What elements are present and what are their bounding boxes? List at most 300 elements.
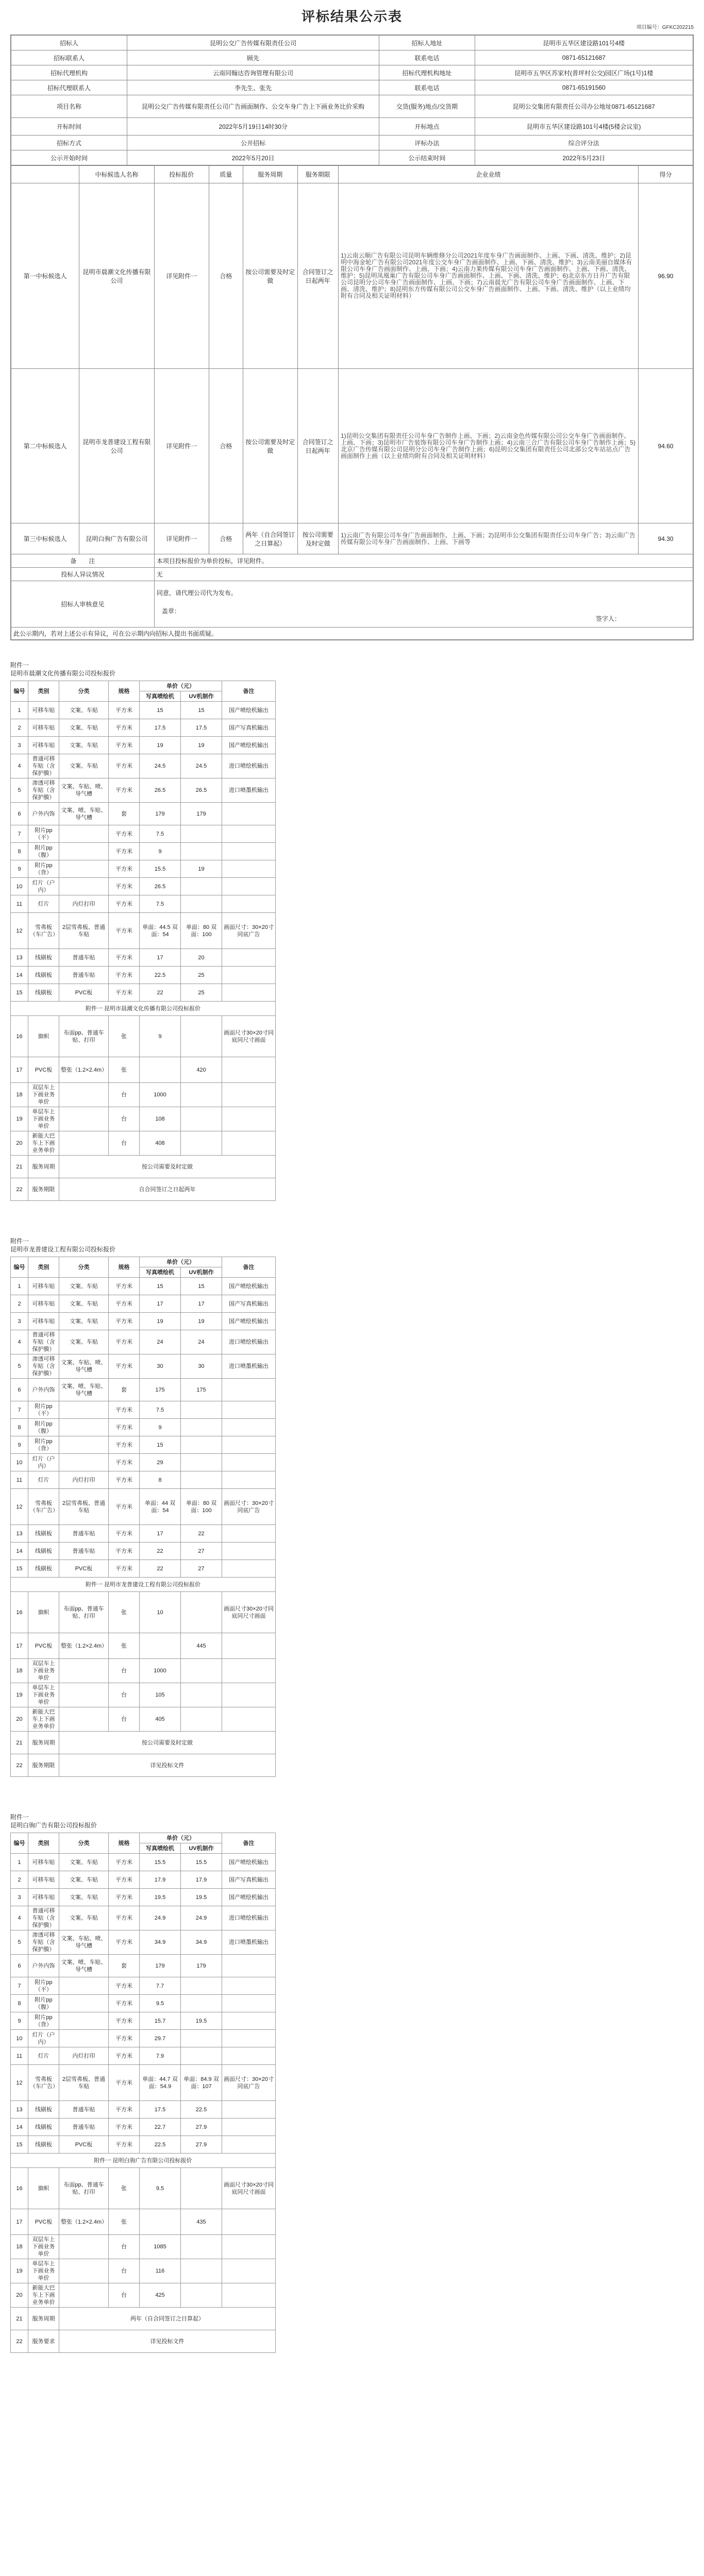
row-price-1: 1000 [140,1083,181,1107]
attachment-label: 附件一 [10,1238,29,1245]
info-row [11,95,693,118]
row-item: 2层雪弗板、普通车贴 [59,1489,109,1525]
row-remark [222,1659,276,1683]
row-unit: 平方米 [109,719,140,737]
row-no: 1 [11,1854,28,1871]
row-item: 普通车贴 [59,1543,109,1560]
candidate-performance: 1)云南广告有限公司车身广告画面制作、上画、下画；2)昆明市公交集团有限责任公司车身广告；3)云南广告传媒有限公司车身广告画面制作、上画、下画等 [338,523,638,554]
row-unit: 台 [109,1083,140,1107]
col-price-1: 写真喷绘机 [140,691,181,702]
quote-row [11,913,276,949]
quote-row [11,1419,276,1436]
candidate-rank: 第二中标候选人 [11,369,79,523]
quote-row [11,1592,276,1633]
row-item: PVC板 [59,2136,109,2154]
quote-row [11,1683,276,1707]
row-category: 渗透可移车贴（含保护膜） [28,1930,59,1955]
row-category: 普通可移车贴（含保护膜） [28,754,59,778]
row-unit: 平方米 [109,1854,140,1871]
row-item [59,1454,109,1471]
row-value: 两年（自合同签订之日算起） [59,2308,276,2330]
row-category: 线刷板 [28,1525,59,1543]
quote-row [11,1379,276,1401]
row-no: 14 [11,967,28,984]
quote-row [11,2030,276,2047]
row-remark [222,2047,276,2065]
row-price-2 [181,878,222,895]
row-category: 可移车贴 [28,737,59,754]
row-category: 服务要求 [28,2330,59,2353]
row-price-2 [181,1083,222,1107]
row-no: 17 [11,1057,28,1083]
row-category: 单层车上下画业务单价 [28,1683,59,1707]
quote-row [11,1955,276,1977]
col-no: 编号 [11,681,28,702]
row-price-2: 22.5 [181,2101,222,2119]
quote-row [11,1906,276,1930]
row-price-1: 108 [140,1107,181,1131]
row-remark [222,2012,276,2030]
row-price-2: 19 [181,737,222,754]
info-value: 0871-65191560 [475,80,693,95]
row-unit: 平方米 [109,1906,140,1930]
info-value: 2022年5月19日14时30分 [127,118,379,135]
candidate-price: 详见附件一 [154,183,209,369]
row-remark [222,860,276,878]
info-label: 项目名称 [11,95,127,118]
quote-row [11,1083,276,1107]
row-price-2: 17.5 [181,719,222,737]
row-category: 渗透可移车贴（含保护膜） [28,778,59,803]
row-no: 5 [11,778,28,803]
candidate-header: 质量 [209,166,243,183]
row-no: 3 [11,1889,28,1906]
quote-header-row [11,1257,276,1267]
col-unit: 规格 [109,1257,140,1278]
row-unit: 平方米 [109,702,140,719]
row-item [59,1401,109,1419]
footer-row [11,628,693,640]
row-unit: 平方米 [109,967,140,984]
row-item [59,1707,109,1732]
row-category: 可移车贴 [28,702,59,719]
row-price-2: 单面：80 双面：100 [181,913,222,949]
note-value: 本项目投标报价为单价投标，详见附件。 [154,554,693,568]
row-no: 18 [11,1083,28,1107]
row-price-2: 17 [181,1295,222,1313]
row-price-2: 445 [181,1633,222,1659]
row-unit: 平方米 [109,1995,140,2012]
row-price-2: 19 [181,860,222,878]
row-price-2 [181,1107,222,1131]
quote-row [11,1525,276,1543]
quote-row [11,1016,276,1057]
col-remark: 备注 [222,681,276,702]
row-price-2: 单面：80 双面：100 [181,1489,222,1525]
confirm-text: 同意，请代理公司代为发布。 [156,589,237,597]
row-price-2: 24 [181,1330,222,1354]
row-price-1 [140,2209,181,2235]
row-category: 单层车上下画业务单价 [28,2259,59,2283]
quote-subheading: 附件一 昆明白驹广告有限公司投标报价 [11,2154,276,2168]
candidate-score: 94.60 [639,369,693,523]
row-unit: 平方米 [109,878,140,895]
quote-heading [10,1813,704,1829]
row-category: 服务期限 [28,1754,59,1777]
row-unit: 平方米 [109,1278,140,1295]
candidate-row [11,369,693,523]
row-remark [222,1471,276,1489]
row-price-1: 24.5 [140,754,181,778]
info-label: 联系电话 [379,50,475,65]
row-category: 新能大巴车上下画业务单价 [28,1707,59,1732]
row-unit: 平方米 [109,754,140,778]
row-category: 灯片（户内） [28,2030,59,2047]
row-unit: 平方米 [109,1454,140,1471]
quote-row [11,1659,276,1683]
row-category: 灯片 [28,895,59,913]
row-price-2: 20 [181,949,222,967]
quote-row [11,967,276,984]
row-remark: 进口喷墨机输出 [222,778,276,803]
row-category: 服务周期 [28,2308,59,2330]
candidate-header: 企业业绩 [338,166,638,183]
row-price-1: 425 [140,2283,181,2308]
row-remark [222,1525,276,1543]
quote-row [11,860,276,878]
row-unit: 张 [109,1057,140,1083]
row-no: 2 [11,719,28,737]
row-price-2 [181,1016,222,1057]
row-remark [222,825,276,843]
quote-row [11,702,276,719]
row-category: 普通可移车贴（含保护膜） [28,1906,59,1930]
row-remark: 画面尺寸30×20寸同底同尺寸画面 [222,2168,276,2209]
row-remark [222,949,276,967]
row-item: 内灯打印 [59,2047,109,2065]
row-category: 附片pp（腹） [28,1419,59,1436]
quote-row [11,1330,276,1354]
row-price-1: 15 [140,1278,181,1295]
quote-row [11,1354,276,1379]
candidate-name: 昆明市龙普建设工程有限公司 [79,369,155,523]
row-price-1: 30 [140,1354,181,1379]
row-item: 普通车贴 [59,949,109,967]
row-item: 文案、车贴 [59,702,109,719]
row-no: 5 [11,1930,28,1955]
row-price-2: 34.9 [181,1930,222,1955]
row-price-1: 17.5 [140,2101,181,2119]
row-no: 22 [11,2330,28,2353]
row-category: 可移车贴 [28,1295,59,1313]
row-no: 15 [11,2136,28,2154]
quote-section [0,1237,704,1777]
row-category: 线刷板 [28,1543,59,1560]
row-remark [222,1057,276,1083]
row-unit: 平方米 [109,1889,140,1906]
row-no: 8 [11,1995,28,2012]
candidate-rank: 第一中标候选人 [11,183,79,369]
row-unit: 平方米 [109,949,140,967]
quote-row [11,878,276,895]
col-item: 分类 [59,681,109,702]
row-no: 16 [11,2168,28,2209]
seal-label: 盖章： [161,607,180,615]
candidate-name: 昆明白驹广告有限公司 [79,523,155,554]
quote-heading [10,661,704,677]
row-price-2 [181,1592,222,1633]
col-category: 类别 [28,681,59,702]
info-label: 公示开始时间 [11,150,127,165]
row-price-1: 7.5 [140,895,181,913]
info-value: 昆明公交广告传媒有限责任公司广告画面制作、公交车身广告上下画业务比价采购 [127,95,379,118]
row-no: 3 [11,1313,28,1330]
row-price-1: 22.5 [140,2136,181,2154]
row-item [59,878,109,895]
row-unit: 台 [109,1107,140,1131]
row-price-1: 7.9 [140,2047,181,2065]
row-item: 文案、车贴 [59,1871,109,1889]
row-remark: 国产写真机输出 [222,719,276,737]
row-unit: 平方米 [109,1313,140,1330]
row-item: PVC板 [59,984,109,1002]
row-category: 户外内饰 [28,803,59,825]
project-number [636,23,694,30]
row-price-2 [181,1131,222,1156]
row-unit: 平方米 [109,1871,140,1889]
row-no: 20 [11,2283,28,2308]
col-no: 编号 [11,1257,28,1278]
quote-row [11,2168,276,2209]
row-price-1: 8 [140,1471,181,1489]
row-unit: 平方米 [109,2012,140,2030]
info-row [11,80,693,95]
row-item: 整张（1.2×2.4m） [59,1057,109,1083]
row-price-2: 24.5 [181,754,222,778]
row-price-2: 179 [181,1955,222,1977]
row-price-2: 25 [181,967,222,984]
info-value: 2022年5月23日 [475,150,693,165]
row-price-1: 408 [140,1131,181,1156]
row-remark [222,1707,276,1732]
row-price-1: 19 [140,1313,181,1330]
row-item [59,1683,109,1707]
row-price-1: 15.7 [140,2012,181,2030]
info-table [11,35,693,165]
quote-company: 昆明市晨潮文化传播有限公司投标报价 [10,670,116,677]
row-price-1: 22 [140,1560,181,1578]
row-item: 2层雪弗板、普通车贴 [59,913,109,949]
row-unit: 平方米 [109,2101,140,2119]
row-no: 4 [11,1906,28,1930]
row-remark [222,1379,276,1401]
row-no: 11 [11,1471,28,1489]
quote-row [11,737,276,754]
row-item [59,2012,109,2030]
row-price-1: 22.5 [140,967,181,984]
row-price-1: 10 [140,1592,181,1633]
row-price-1 [140,1057,181,1083]
row-unit: 台 [109,1659,140,1683]
row-remark [222,2136,276,2154]
row-price-1: 17 [140,1525,181,1543]
info-value: 云南同翰达咨询管理有限公司 [127,65,379,80]
row-value: 自合同签订之日起两年 [59,1178,276,1201]
row-unit: 平方米 [109,2136,140,2154]
row-remark: 国产喷绘机输出 [222,702,276,719]
row-price-2 [181,1683,222,1707]
row-no: 22 [11,1178,28,1201]
row-remark: 进口喷墨机输出 [222,1930,276,1955]
row-remark [222,1401,276,1419]
row-item: 文案、车贴 [59,737,109,754]
row-no: 8 [11,843,28,860]
row-unit: 套 [109,1379,140,1401]
row-unit: 台 [109,1707,140,1732]
col-remark: 备注 [222,1833,276,1854]
row-category: 线刷板 [28,967,59,984]
candidate-cycle: 按公司需要及时定做 [243,183,297,369]
info-label: 招标联系人 [11,50,127,65]
row-unit: 平方米 [109,1543,140,1560]
row-no: 3 [11,737,28,754]
row-price-2: 420 [181,1057,222,1083]
row-remark: 画面尺寸30×20寸同底同尺寸画面 [222,1016,276,1057]
candidate-quality: 合格 [209,369,243,523]
row-category: 附片pp（腹） [28,843,59,860]
row-price-2 [181,825,222,843]
quote-row [11,1057,276,1083]
row-price-1: 9 [140,1419,181,1436]
row-price-2: 15.5 [181,1854,222,1871]
row-remark [222,2030,276,2047]
row-category: 附片pp（背） [28,860,59,878]
row-category: 雪弗板（车广告） [28,913,59,949]
info-row [11,65,693,80]
row-item [59,1436,109,1454]
quote-row [11,1977,276,1995]
row-remark [222,1995,276,2012]
row-remark [222,967,276,984]
note-label: 备 注 [11,554,155,568]
info-label: 招标人 [11,36,127,50]
row-no: 22 [11,1754,28,1777]
row-category: 灯片 [28,2047,59,2065]
row-category: 线刷板 [28,1560,59,1578]
quote-row [11,1401,276,1419]
row-item [59,2235,109,2259]
row-unit: 平方米 [109,984,140,1002]
row-unit: 台 [109,2259,140,2283]
row-item [59,2030,109,2047]
quote-row [11,1471,276,1489]
row-item [59,1107,109,1131]
row-no: 15 [11,984,28,1002]
quote-row [11,2235,276,2259]
row-category: 渗透可移车贴（含保护膜） [28,1354,59,1379]
quote-row [11,1560,276,1578]
row-no: 9 [11,1436,28,1454]
row-no: 21 [11,1732,28,1754]
result-table [10,35,694,640]
row-category: 线刷板 [28,984,59,1002]
note-label: 投标人异议情况 [11,568,155,581]
row-no: 18 [11,1659,28,1683]
row-price-1: 116 [140,2259,181,2283]
quote-row [11,1707,276,1732]
row-price-1: 7.7 [140,1977,181,1995]
row-remark [222,1436,276,1454]
row-category: 旗帜 [28,1016,59,1057]
row-no: 7 [11,1977,28,1995]
row-item: 文案、车贴 [59,1906,109,1930]
row-price-1: 17.9 [140,1871,181,1889]
row-no: 4 [11,754,28,778]
row-remark [222,803,276,825]
candidate-header: 服务周期 [243,166,297,183]
row-category: 线刷板 [28,2119,59,2136]
row-no: 10 [11,878,28,895]
quote-section [0,661,704,1201]
col-no: 编号 [11,1833,28,1854]
row-no: 2 [11,1295,28,1313]
row-price-2 [181,843,222,860]
row-no: 10 [11,2030,28,2047]
row-unit: 套 [109,1955,140,1977]
row-remark: 画面尺寸30×20寸同底同尺寸画面 [222,1592,276,1633]
row-no: 10 [11,1454,28,1471]
quote-row [11,2209,276,2235]
row-category: 可移车贴 [28,1278,59,1295]
quote-subheading: 附件一 昆明市龙普建设工程有限公司投标报价 [11,1578,276,1592]
row-remark [222,2283,276,2308]
row-category: 线刷板 [28,2101,59,2119]
row-remark [222,2209,276,2235]
row-price-2 [181,1454,222,1471]
candidate-row [11,183,693,369]
info-value: 昆明市五华区苏家村(普坪村公交)园区广场(1号)1楼 [475,65,693,80]
row-item: 文案、车贴、喷、导气槽 [59,1930,109,1955]
row-item: 文案、车贴 [59,1854,109,1871]
row-no: 1 [11,1278,28,1295]
candidate-row [11,523,693,554]
row-unit: 平方米 [109,825,140,843]
row-price-2 [181,2168,222,2209]
quote-company: 昆明市龙普建设工程有限公司投标报价 [10,1246,116,1253]
row-no: 7 [11,825,28,843]
row-unit: 平方米 [109,860,140,878]
row-price-1: 19.5 [140,1889,181,1906]
row-category: 双层车上下画业务单价 [28,2235,59,2259]
row-price-2 [181,1995,222,2012]
row-item [59,1995,109,2012]
row-unit: 平方米 [109,1977,140,1995]
row-price-2: 17.9 [181,1871,222,1889]
row-price-1: 175 [140,1379,181,1401]
quote-subheading-row [11,2154,276,2168]
row-no: 7 [11,1401,28,1419]
row-no: 6 [11,803,28,825]
row-item [59,1659,109,1683]
quote-row [11,1278,276,1295]
row-item: 普通车贴 [59,2101,109,2119]
quote-row [11,778,276,803]
row-price-1: 1085 [140,2235,181,2259]
row-price-2 [181,1471,222,1489]
col-price: 单价（元） [140,1833,222,1843]
row-price-1: 单面：44 双面：54 [140,1489,181,1525]
row-category: 可移车贴 [28,1854,59,1871]
